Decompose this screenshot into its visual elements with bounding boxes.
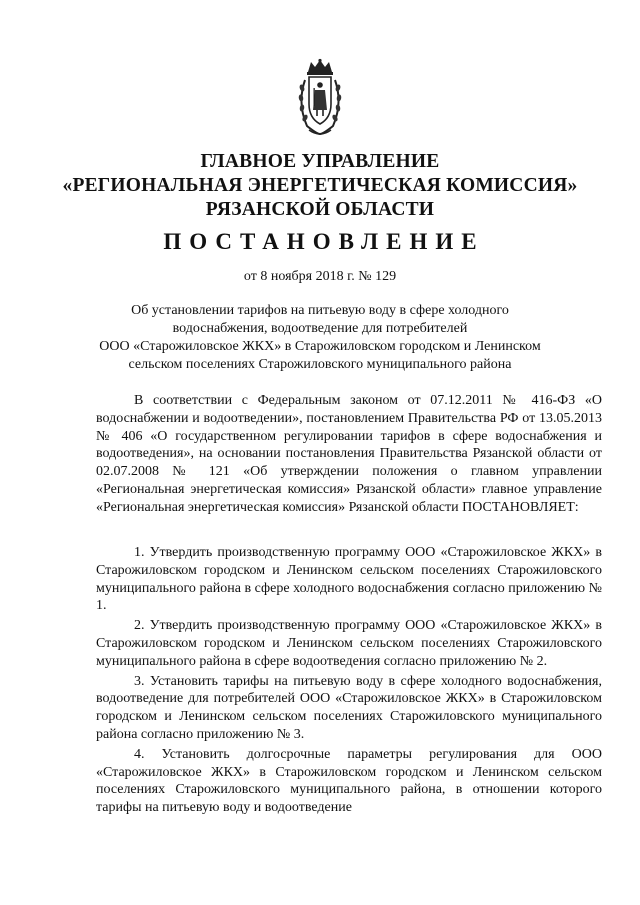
document-date-number: от 8 ноября 2018 г. № 129 bbox=[243, 269, 397, 284]
organization-name bbox=[60, 150, 580, 222]
org-line-2: «РЕГИОНАЛЬНАЯ ЭНЕРГЕТИЧЕСКАЯ КОМИССИЯ» bbox=[62, 175, 578, 196]
resolution-item-2: 2. Утвердить производственную программу ООО «Старожиловское ЖКХ» в Старожиловском городском и Ленинском сельском поселениях Старожиловского муниципального района в сфере водоотведения согласно приложению № 2. bbox=[96, 618, 602, 669]
subject-line-3: ООО «Старожиловское ЖКХ» в Старожиловском городском и Ленинском bbox=[99, 339, 541, 354]
org-line-1: ГЛАВНОЕ УПРАВЛЕНИЕ bbox=[200, 151, 440, 172]
resolution-item-1: 1. Утвердить производственную программу ООО «Старожиловское ЖКХ» в Старожиловском городском и Ленинском сельском поселениях Старожиловского муниципального района в сфере холодного водоснабжения согласно приложению № 1. bbox=[96, 545, 602, 614]
preamble-paragraph: В соответствии с Федеральным законом от 07.12.2011 № 416-ФЗ «О водоснабжении и водоотведении», постановлением Правительства РФ от 13.05.2013 № 406 «О государственном регулировании тарифов в сфере водоснабжения и водоотведения», на основании постановления Правительства Рязанской области от 02.07.2008 № 121 «Об утверждении положения о главном управлении «Региональная энергетическая комиссия» Рязанской области» главное управление «Региональная энергетическая комиссия» Рязанской области ПОСТАНОВЛЯЕТ: bbox=[96, 393, 602, 515]
subject-line-4: сельском поселениях Старожиловского муниципального района bbox=[128, 357, 512, 372]
resolution-items bbox=[96, 544, 602, 819]
subject-line-1: Об установлении тарифов на питьевую воду в сфере холодного bbox=[131, 303, 509, 318]
subject-line-2: водоснабжения, водоотведение для потребителей bbox=[172, 321, 468, 336]
ryazan-coat-of-arms-icon bbox=[295, 58, 345, 138]
org-line-3: РЯЗАНСКОЙ ОБЛАСТИ bbox=[205, 199, 435, 220]
document-type-title: ПОСТАНОВЛЕНИЕ bbox=[163, 229, 485, 254]
resolution-item-3: 3. Установить тарифы на питьевую воду в сфере холодного водоснабжения, водоотведение для потребителей ООО «Старожиловское ЖКХ» в Старожиловском городском и Ленинском сельском поселениях Старожиловского муниципального района согласно приложению № 3. bbox=[96, 673, 602, 742]
document-subject bbox=[80, 302, 560, 374]
resolution-item-4: 4. Установить долгосрочные параметры регулирования для ООО «Старожиловское ЖКХ» в Старожиловском городском и Ленинском сельском поселениях Старожиловского муниципального района, в отношении которого тарифы на питьевую воду и водоотведение bbox=[96, 746, 602, 816]
